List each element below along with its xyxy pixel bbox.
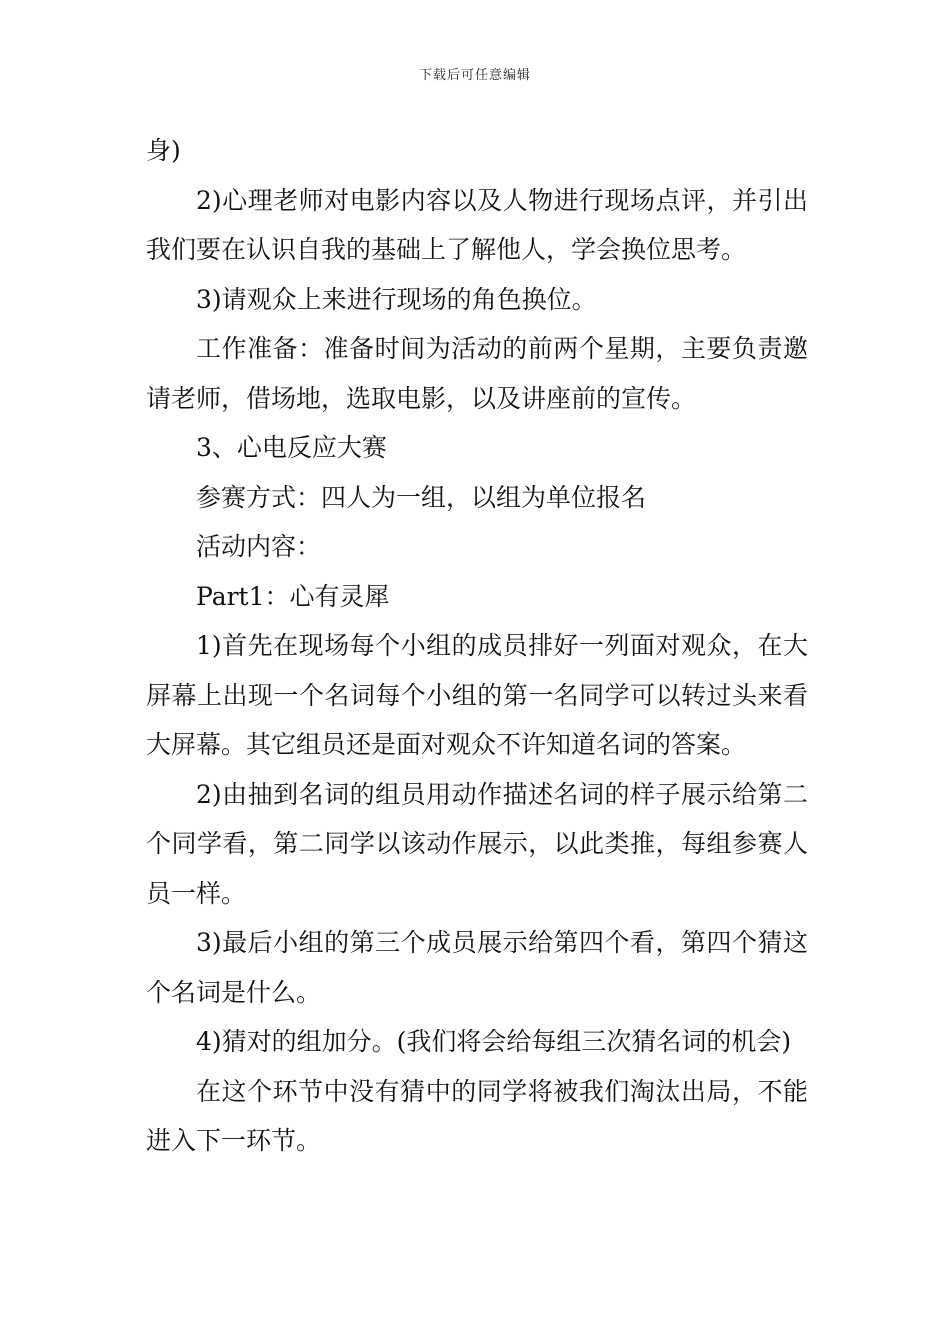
paragraph-1: 身) [146, 136, 181, 165]
paragraph-7: 活动内容： [196, 532, 322, 561]
paragraph-6: 参赛方式：四人为一组，以组为单位报名 [196, 482, 647, 512]
paragraph-2: 2)心理老师对电影内容以及人物进行现场点评，并引出我们要在认识自我的基础上了解他人，学会换位思考。 [146, 185, 808, 264]
page-header: 下载后可任意编辑 [418, 68, 531, 83]
paragraph-3: 3)请观众上来进行现场的角色换位。 [196, 284, 597, 314]
paragraph-10: 2)由抽到名词的组员用动作描述名词的样子展示给第二个同学看，第二同学以该动作展示，以此类推，每组参赛人员一样。 [146, 779, 808, 908]
paragraph-12: 4)猜对的组加分。(我们将会给每组三次猜名词的机会) [196, 1027, 792, 1056]
document-body [146, 126, 808, 1166]
section-heading: 3、心电反应大赛 [196, 433, 387, 462]
paragraph-4: 工作准备：准备时间为活动的前两个星期，主要负责邀请老师，借场地，选取电影，以及讲座前的宣传。 [146, 334, 808, 413]
part-heading: Part1：心有灵犀 [196, 581, 390, 611]
paragraph-11: 3)最后小组的第三个成员展示给第四个看，第四个猜这个名词是什么。 [146, 928, 808, 1007]
paragraph-9: 1)首先在现场每个小组的成员排好一列面对观众，在大屏幕上出现一个名词每个小组的第一名同学可以转过头来看大屏幕。其它组员还是面对观众不许知道名词的答案。 [146, 631, 808, 759]
paragraph-13: 在这个环节中没有猜中的同学将被我们淘汰出局，不能进入下一环节。 [146, 1076, 808, 1155]
